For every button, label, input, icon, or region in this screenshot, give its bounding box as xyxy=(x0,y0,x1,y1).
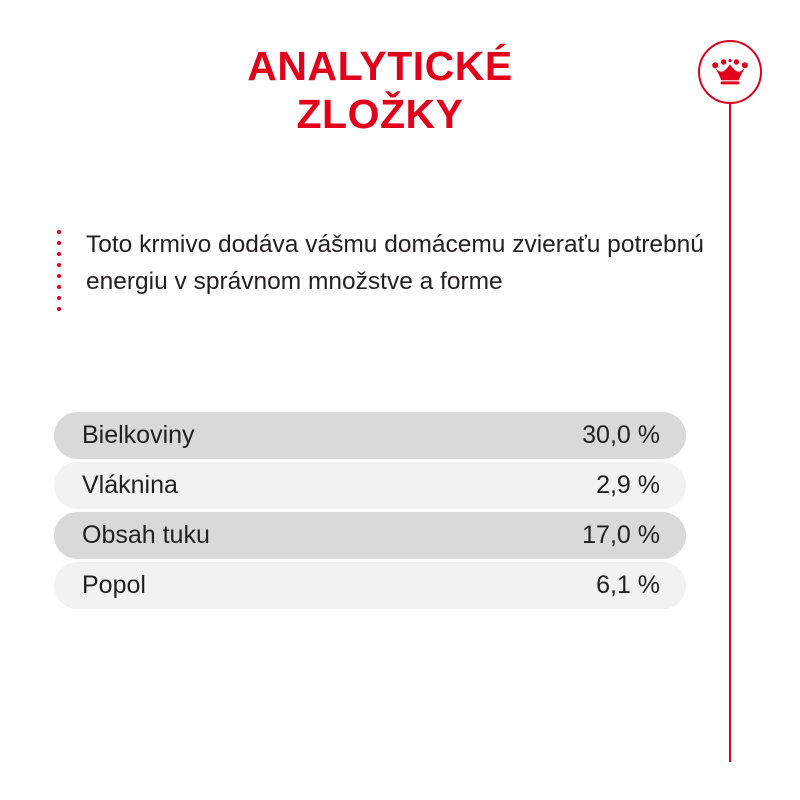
row-label: Bielkoviny xyxy=(82,421,195,449)
row-value: 17,0 % xyxy=(582,521,660,549)
vertical-divider xyxy=(729,72,731,762)
table-row xyxy=(54,412,686,459)
table-row xyxy=(54,562,686,609)
row-label: Obsah tuku xyxy=(82,521,210,549)
row-value: 6,1 % xyxy=(596,571,660,599)
constituents-table xyxy=(54,412,686,612)
page-title xyxy=(120,42,640,139)
brand-badge xyxy=(698,40,762,760)
table-row xyxy=(54,512,686,559)
row-value: 2,9 % xyxy=(596,471,660,499)
row-value: 30,0 % xyxy=(582,421,660,449)
page-title-line-1: ANALYTICKÉ xyxy=(247,43,513,89)
table-row xyxy=(54,462,686,509)
row-label: Popol xyxy=(82,571,146,599)
page-title-line-2: ZLOŽKY xyxy=(296,91,464,138)
intro-text: Toto krmivo dodáva vášmu domácemu zvieraťu potrebnú energiu v správnom množstve a forme xyxy=(86,231,704,296)
intro-block xyxy=(54,226,714,311)
crown-icon xyxy=(698,40,762,104)
row-label: Vláknina xyxy=(82,471,178,499)
dotted-rail-icon xyxy=(54,230,64,311)
